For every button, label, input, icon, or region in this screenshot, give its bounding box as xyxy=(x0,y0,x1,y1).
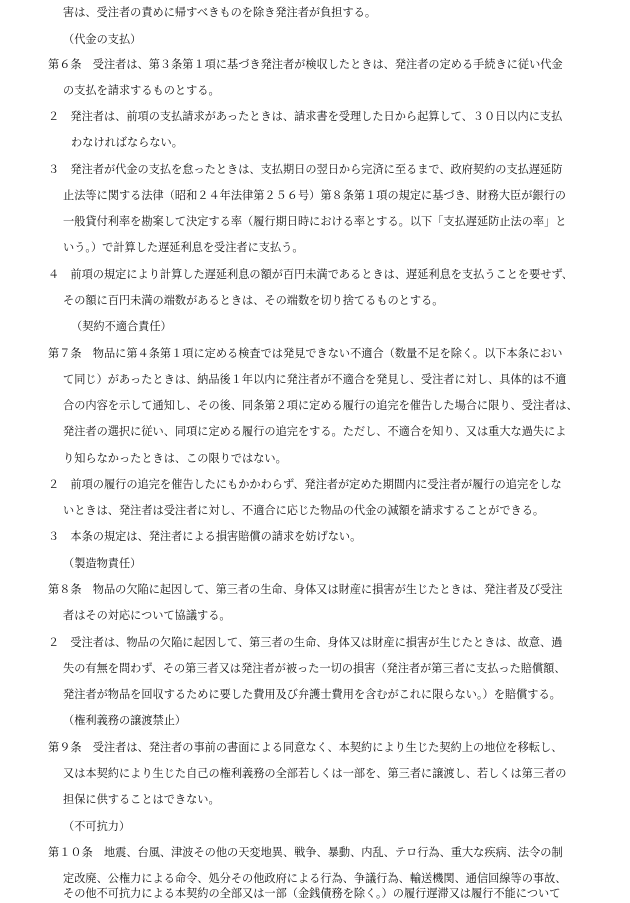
section-heading: （権利義務の譲渡禁止） xyxy=(63,714,187,727)
text-line: わなければならない。 xyxy=(71,136,183,149)
text-line: 第１０条 地震、台風、津波その他の天変地異、戦争、暴動、内乱、テロ行為、重大な疾病、法令の制 xyxy=(48,846,563,859)
text-line: 第７条 物品に第４条第１項に定める検査では発見できない不適合（数量不足を除く。以下本条におい xyxy=(48,347,563,360)
text-line: 一般貸付利率を勘案して決定する率（履行期日時における率とする。以下「支払遅延防止法の率」と xyxy=(63,215,567,228)
text-line: いう。）で計算した遅延利息を受注者に支払う。 xyxy=(63,241,304,254)
section-heading: （製造物責任） xyxy=(63,557,142,570)
text-line: 又は本契約により生じた自己の権利義務の全部若しくは一部を、第三者に譲渡し、若しくは第三者の xyxy=(63,767,567,780)
text-line: 第８条 物品の欠陥に起因して、第三者の生命、身体又は財産に損害が生じたときは、発注者及び受注 xyxy=(48,583,563,596)
text-line: ２ 前項の履行の追完を催告したにもかかわらず、発注者が定めた期間内に受注者が履行の追完をしな xyxy=(48,478,562,491)
section-heading: （契約不適合責任） xyxy=(71,320,172,333)
text-line: その額に百円未満の端数があるときは、その端数を切り捨てるものとする。 xyxy=(63,294,444,307)
text-line: ４ 前項の規定により計算した遅延利息の額が百円未満であるときは、遅延利息を支払うことを要せず、 xyxy=(48,268,573,281)
text-line: り知らなかったときは、この限りではない。 xyxy=(63,452,287,465)
text-line: 第９条 受注者は、発注者の事前の書面による同意なく、本契約により生じた契約上の地位を移転し、 xyxy=(48,741,563,754)
text-line: 第６条 受注者は、第３条第１項に基づき発注者が検収したときは、発注者の定める手続きに従い代金 xyxy=(48,58,563,71)
text-line: ３ 本条の規定は、発注者による損害賠償の請求を妨げない。 xyxy=(48,530,362,543)
text-line: 害は、受注者の責めに帰すべきものを除き発注者が負担する。 xyxy=(63,6,377,19)
text-line: いときは、発注者は受注者に対し、不適合に応じた物品の代金の減額を請求することができる。 xyxy=(63,504,545,517)
text-line: その他不可抗力による本契約の全部又は一部（金銭債務を除く。）の履行遅滞又は履行不能について xyxy=(63,887,561,900)
text-line: 担保に供することはできない。 xyxy=(63,793,220,806)
text-line: ３ 発注者が代金の支払を怠ったときは、支払期日の翌日から完済に至るまで、政府契約の支払遅延防 xyxy=(48,163,563,176)
text-line: 発注者の選択に従い、同項に定める履行の追完をする。ただし、不適合を知り、又は重大な過失によ xyxy=(63,425,567,438)
section-heading: （不可抗力） xyxy=(63,820,131,833)
text-line: 失の有無を問わず、その第三者又は発注者が被った一切の損害（発注者が第三者に支払った賠償額、 xyxy=(63,662,566,675)
text-line: ２ 受注者は、物品の欠陥に起因して、第三者の生命、身体又は財産に損害が生じたときは、故意、過 xyxy=(48,636,563,649)
text-line: 止法等に関する法律（昭和２４年法律第２５６号）第８条第１項の規定に基づき、財務大臣が銀行の xyxy=(63,189,566,202)
text-line: て同じ）があったときは、納品後１年以内に発注者が不適合を発見し、受注者に対し、具体的は不適 xyxy=(63,373,567,386)
text-line: 発注者が物品を回収するために要した費用及び弁護士費用を含むがこれに限らない。）を賠償する。 xyxy=(63,688,561,701)
section-heading: （代金の支払） xyxy=(63,33,142,46)
text-line: 合の内容を示して通知し、その後、同条第２項に定める履行の追完を催告した場合に限り、受注者は、 xyxy=(63,399,578,412)
text-line: 定改廃、公権力による命令、処分その他政府による行為、争議行為、輸送機関、通信回線等の事故、 xyxy=(63,872,567,885)
text-line: ２ 発注者は、前項の支払請求があったときは、請求書を受理した日から起算して、３０日以内に支払 xyxy=(48,110,563,123)
text-line: の支払を請求するものとする。 xyxy=(63,84,220,97)
text-line: 者はその対応について協議する。 xyxy=(63,609,231,622)
